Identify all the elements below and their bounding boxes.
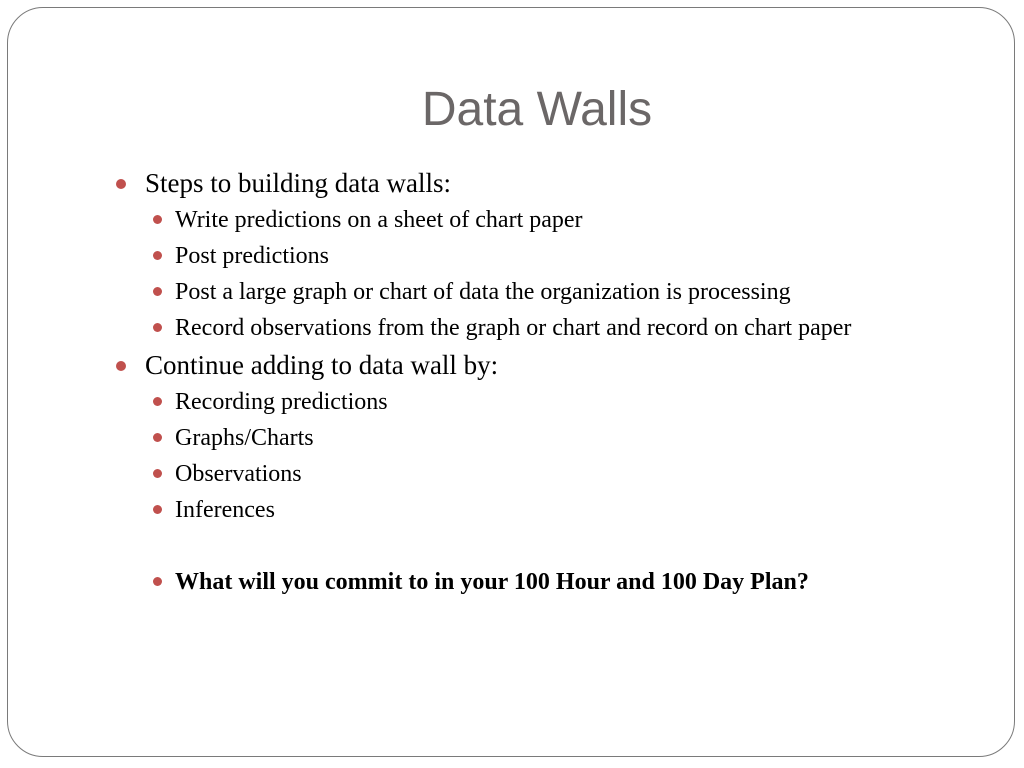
list-item-text: Observations (175, 461, 302, 487)
bullet-icon (153, 577, 162, 586)
list-item-text: Write predictions on a sheet of chart paper (175, 207, 583, 233)
list-item-text: Recording predictions (175, 389, 388, 415)
bullet-icon (153, 397, 162, 406)
closing-question-text: What will you commit to in your 100 Hour and 100 Day Plan? (175, 569, 809, 595)
list-item (110, 423, 930, 453)
section-heading-steps (110, 167, 930, 199)
slide-content (110, 165, 930, 597)
list-item (110, 387, 930, 417)
list-item (110, 459, 930, 489)
section-heading-text: Steps to building data walls: (145, 168, 451, 198)
slide-title: Data Walls (421, 83, 653, 136)
closing-question (110, 567, 930, 597)
bullet-icon (153, 433, 162, 442)
section-heading-continue (110, 349, 930, 381)
list-item-text: Post predictions (175, 243, 329, 269)
list-item-text: Record observations from the graph or chart and record on chart paper (175, 315, 852, 341)
bullet-icon (116, 361, 126, 371)
list-item-text: Inferences (175, 497, 275, 523)
bullet-icon (153, 505, 162, 514)
bullet-icon (153, 323, 162, 332)
list-item (110, 241, 930, 271)
list-item-text: Post a large graph or chart of data the organization is processing (175, 279, 791, 305)
bullet-icon (153, 215, 162, 224)
list-item (110, 277, 930, 307)
list-item (110, 495, 930, 525)
list-item (110, 205, 930, 235)
list-item-text: Graphs/Charts (175, 425, 314, 451)
bullet-icon (116, 179, 126, 189)
bullet-icon (153, 251, 162, 260)
bullet-icon (153, 469, 162, 478)
list-item (110, 313, 930, 343)
bullet-icon (153, 287, 162, 296)
section-heading-text: Continue adding to data wall by: (145, 350, 499, 380)
